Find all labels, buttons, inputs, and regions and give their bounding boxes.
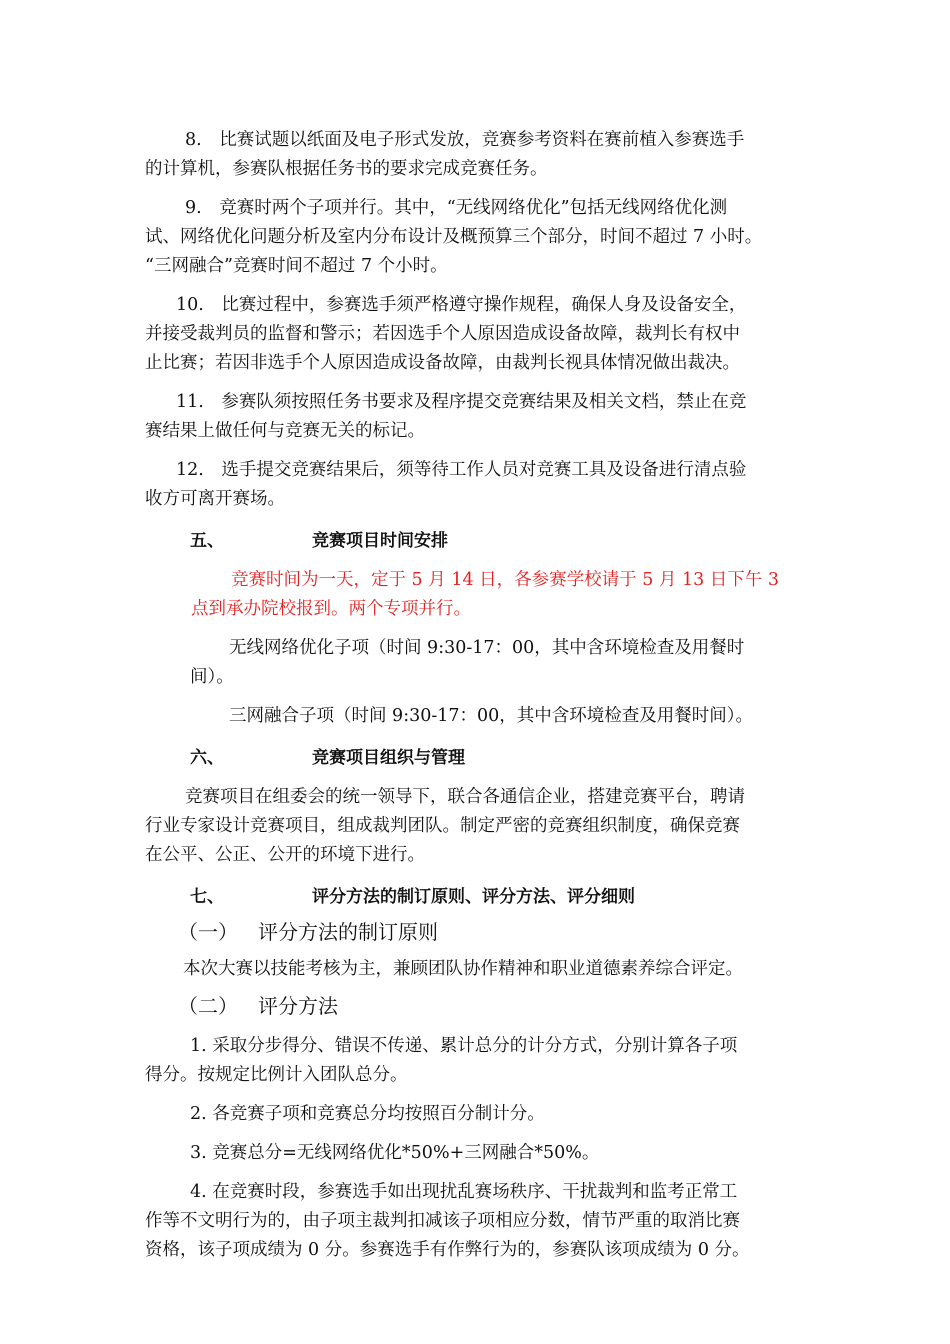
wireless-schedule-line-2: 间）。 [190, 667, 234, 687]
section-5-number: 五、 [190, 531, 224, 551]
scoring-item-4-line-1: 4. 在竞赛时段，参赛选手如出现扰乱赛场秩序、干扰裁判和监考正常工 [190, 1182, 738, 1202]
scoring-item-1-line-1: 1. 采取分步得分、错误不传递、累计总分的计分方式，分别计算各子项 [190, 1036, 738, 1056]
paragraph-11-line-2: 赛结果上做任何与竞赛无关的标记。 [145, 421, 425, 441]
triple-play-schedule: 三网融合子项（时间 9:30-17：00，其中含环境检查及用餐时间）。 [229, 706, 754, 726]
schedule-notice-line-1: 竞赛时间为一天，定于 5 月 14 日，各参赛学校请于 5 月 13 日下午 3 [231, 570, 780, 590]
section-6-number: 六、 [190, 748, 224, 768]
schedule-notice-line-2: 点到承办院校报到。两个专项并行。 [191, 599, 471, 619]
paragraph-11-line-1: 11. 参赛队须按照任务书要求及程序提交竞赛结果及相关文档，禁止在竞 [176, 392, 747, 412]
section-5-heading: 竞赛项目时间安排 [312, 531, 448, 551]
section-6-body-line-2: 行业专家设计竞赛项目，组成裁判团队。制定严密的竞赛组织制度，确保竞赛 [145, 816, 740, 836]
scoring-item-4-line-3: 资格，该子项成绩为 0 分。参赛选手有作弊行为的，参赛队该项成绩为 0 分。 [145, 1240, 750, 1260]
paragraph-8-line-1: 8. 比赛试题以纸面及电子形式发放，竞赛参考资料在赛前植入参赛选手 [185, 130, 745, 150]
subsection-2-number: （二） [178, 994, 238, 1018]
paragraph-10-line-1: 10. 比赛过程中，参赛选手须严格遵守操作规程，确保人身及设备安全， [176, 295, 747, 315]
paragraph-12-line-2: 收方可离开赛场。 [145, 489, 285, 509]
paragraph-10-line-3: 止比赛；若因非选手个人原因造成设备故障，由裁判长视具体情况做出裁决。 [145, 353, 740, 373]
section-7-heading: 评分方法的制订原则、评分方法、评分细则 [312, 887, 635, 907]
paragraph-10-line-2: 并接受裁判员的监督和警示；若因选手个人原因造成设备故障，裁判长有权中 [145, 324, 740, 344]
scoring-item-4-line-2: 作等不文明行为的，由子项主裁判扣减该子项相应分数，情节严重的取消比赛 [145, 1211, 740, 1231]
paragraph-9-line-3: “三网融合”竞赛时间不超过 7 个小时。 [145, 256, 448, 276]
subsection-2-heading: 评分方法 [258, 994, 338, 1018]
section-7-number: 七、 [190, 887, 224, 907]
paragraph-9-line-2: 试、网络优化问题分析及室内分布设计及概预算三个部分，时间不超过 7 小时。 [145, 227, 763, 247]
wireless-schedule-line-1: 无线网络优化子项（时间 9:30-17：00，其中含环境检查及用餐时 [229, 638, 745, 658]
section-6-body-line-3: 在公平、公正、公开的环境下进行。 [145, 845, 425, 865]
scoring-item-2: 2. 各竞赛子项和竞赛总分均按照百分制计分。 [190, 1104, 545, 1124]
section-6-body-line-1: 竞赛项目在组委会的统一领导下，联合各通信企业，搭建竞赛平台，聘请 [185, 787, 745, 807]
paragraph-8-line-2: 的计算机，参赛队根据任务书的要求完成竞赛任务。 [145, 159, 548, 179]
section-6-heading: 竞赛项目组织与管理 [312, 748, 465, 768]
paragraph-9-line-1: 9. 竞赛时两个子项并行。其中，“无线网络优化”包括无线网络优化测 [185, 198, 728, 218]
scoring-item-3: 3. 竞赛总分=无线网络优化*50%+三网融合*50%。 [190, 1143, 600, 1163]
paragraph-12-line-1: 12. 选手提交竞赛结果后，须等待工作人员对竞赛工具及设备进行清点验 [176, 460, 747, 480]
subsection-1-number: （一） [178, 920, 238, 944]
scoring-item-1-line-2: 得分。按规定比例计入团队总分。 [145, 1065, 408, 1085]
subsection-1-body: 本次大赛以技能考核为主，兼顾团队协作精神和职业道德素养综合评定。 [183, 959, 743, 979]
subsection-1-heading: 评分方法的制订原则 [258, 920, 438, 944]
